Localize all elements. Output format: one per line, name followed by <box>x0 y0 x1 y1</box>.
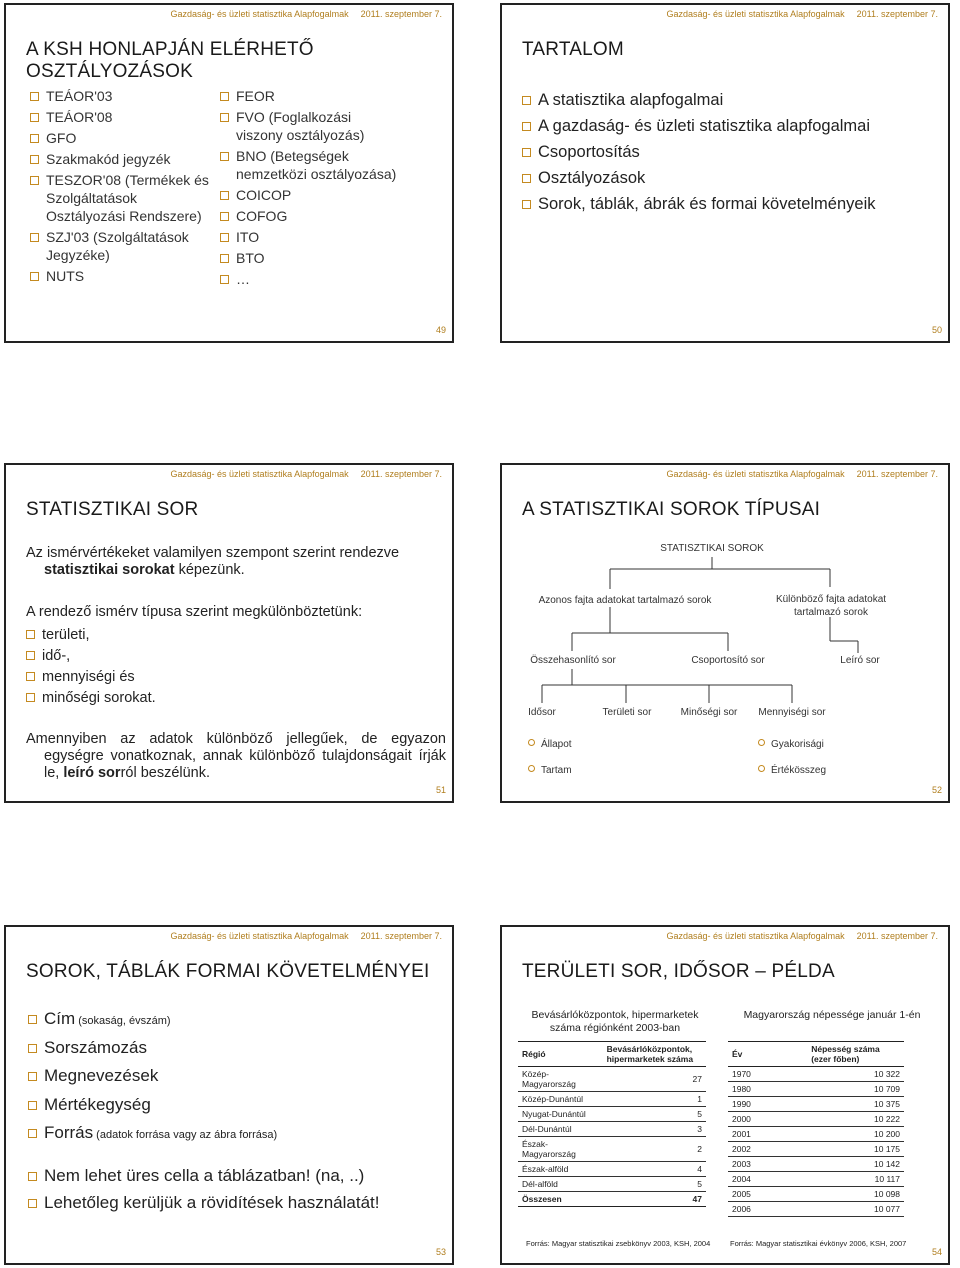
column-header: Régió <box>518 1042 603 1067</box>
slide-title: TARTALOM <box>522 39 624 60</box>
table-cell: 10 175 <box>807 1142 904 1157</box>
table-cell: 10 142 <box>807 1157 904 1172</box>
square-bullet-icon <box>28 1101 37 1110</box>
tree-node-territorial: Területi sor <box>602 707 652 718</box>
square-bullet-icon <box>220 191 229 200</box>
tree-node-qualitative: Minőségi sor <box>680 707 738 718</box>
slide-header: Gazdaság- és üzleti statisztika Alapfogalmak 2011. szeptember 7. <box>170 9 442 19</box>
square-bullet-icon <box>220 152 229 161</box>
table-cell: 10 077 <box>807 1202 904 1217</box>
slide-title: A STATISZTIKAI SOROK TÍPUSAI <box>522 499 821 520</box>
list-item-label: TEÁOR'08 <box>46 109 113 125</box>
slide-51 <box>4 463 454 803</box>
tree-branch-different: Különböző fajta adatokat tartalmazó sorok <box>775 594 887 618</box>
table-cell: 10 222 <box>807 1112 904 1127</box>
list-item-label: Megnevezések <box>44 1066 159 1085</box>
slide-title: TERÜLETI SOR, IDŐSOR – PÉLDA <box>522 961 835 982</box>
slide-53 <box>4 925 454 1265</box>
square-bullet-icon <box>522 200 531 209</box>
table-row <box>728 1127 904 1142</box>
square-bullet-icon <box>26 693 35 702</box>
tree-connectors <box>502 465 950 803</box>
list-item-label: GFO <box>46 130 77 146</box>
list-item <box>220 270 400 288</box>
table-row <box>518 1177 706 1192</box>
slide-header: Gazdaság- és üzleti statisztika Alapfogalmak 2011. szeptember 7. <box>666 931 938 941</box>
table-cell: 10 322 <box>807 1067 904 1082</box>
leaf-frequency: Gyakorisági <box>758 739 824 750</box>
list-item-label: Mértékegység <box>44 1094 151 1114</box>
table-cell: 5 <box>603 1107 706 1122</box>
page-number: 51 <box>435 785 446 795</box>
definition-paragraph: Az ismérvértékeket valamilyen szempont szerint rendezve statisztikai sorokat képezünk. <box>26 545 400 578</box>
list-item-label: BTO <box>236 250 265 266</box>
tree-node-grouping: Csoportosító sor <box>691 655 765 666</box>
table-row <box>728 1082 904 1097</box>
table2-source: Forrás: Magyar statisztikai évkönyv 2006, KSH, 2007 <box>730 1239 907 1248</box>
list-item-label: FVO (Foglalkozási viszony osztályozás) <box>236 109 365 143</box>
list-item <box>26 688 156 709</box>
circle-bullet-icon <box>758 765 765 772</box>
table-header-row <box>728 1042 904 1067</box>
tree-root: STATISZTIKAI SOROK <box>660 543 764 554</box>
list-item-label: területi, <box>42 627 90 643</box>
slide-title: A KSH HONLAPJÁN ELÉRHETŐ OSZTÁLYOZÁSOK <box>26 39 314 82</box>
list-item <box>30 267 215 285</box>
list-item-label: Szakmakód jegyzék <box>46 151 171 167</box>
table-cell: Dél-Dunántúl <box>518 1122 603 1137</box>
rules-list <box>28 1163 379 1216</box>
list-item-label: SZJ'03 (Szolgáltatások Jegyzéke) <box>46 229 189 263</box>
table-row <box>728 1187 904 1202</box>
square-bullet-icon <box>522 148 531 157</box>
square-bullet-icon <box>522 96 531 105</box>
table-row <box>518 1162 706 1177</box>
table-cell: Észak-alföld <box>518 1162 603 1177</box>
list-item <box>522 87 876 113</box>
table-row <box>728 1202 904 1217</box>
list-item-label: Sorok, táblák, ábrák és formai követelményeik <box>538 195 876 213</box>
square-bullet-icon <box>30 272 39 281</box>
list-item <box>28 1035 277 1064</box>
table-cell: 2000 <box>728 1112 807 1127</box>
slide-50 <box>500 3 950 343</box>
list-item <box>26 646 156 667</box>
list-item <box>522 139 876 165</box>
tree-branch-same: Azonos fajta adatokat tartalmazó sorok <box>538 595 712 606</box>
table1-caption: Bevásárlóközpontok, hipermarketek száma régiónként 2003-ban <box>531 1009 699 1034</box>
list-item <box>30 129 215 147</box>
list-item-label: A gazdaság- és üzleti statisztika alapfogalmai <box>538 117 871 135</box>
table-cell: 1980 <box>728 1082 807 1097</box>
table-row <box>518 1107 706 1122</box>
square-bullet-icon <box>220 113 229 122</box>
square-bullet-icon <box>30 113 39 122</box>
table-cell: Közép-Dunántúl <box>518 1092 603 1107</box>
table-cell: 10 375 <box>807 1097 904 1112</box>
table-cell: Dél-alföld <box>518 1177 603 1192</box>
list-item <box>30 108 215 126</box>
list-item-label: BNO (Betegségek nemzetközi osztályozása) <box>236 148 397 182</box>
types-intro: A rendező ismérv típusa szerint megkülönböztetünk: <box>26 604 363 620</box>
list-item <box>26 667 156 688</box>
square-bullet-icon <box>28 1199 37 1208</box>
list-item-label: TESZOR'08 (Termékek és Szolgáltatások Osztályozási Rendszere) <box>46 172 209 224</box>
square-bullet-icon <box>28 1015 37 1024</box>
table-row <box>728 1112 904 1127</box>
slide-title: STATISZTIKAI SOR <box>26 499 199 520</box>
table-cell: 10 200 <box>807 1127 904 1142</box>
square-bullet-icon <box>220 254 229 263</box>
list-item-label: ITO <box>236 229 260 245</box>
slide-header: Gazdaság- és üzleti statisztika Alapfogalmak 2011. szeptember 7. <box>170 931 442 941</box>
table-cell: 4 <box>603 1162 706 1177</box>
table-cell: 2 <box>603 1137 706 1162</box>
list-item <box>220 108 400 144</box>
list-item <box>30 228 215 264</box>
slide-title: SOROK, TÁBLÁK FORMAI KÖVETELMÉNYEI <box>26 961 430 982</box>
table-cell: Nyugat-Dunántúl <box>518 1107 603 1122</box>
list-item <box>28 1006 277 1035</box>
square-bullet-icon <box>26 672 35 681</box>
page-number: 49 <box>435 325 446 335</box>
list-item <box>28 1120 277 1149</box>
table-cell: 1990 <box>728 1097 807 1112</box>
square-bullet-icon <box>30 176 39 185</box>
table-header-row <box>518 1042 706 1067</box>
table-cell: 1 <box>603 1092 706 1107</box>
list-item-label: minőségi sorokat. <box>42 690 156 706</box>
table-cell: 27 <box>603 1067 706 1092</box>
list-item <box>28 1063 277 1092</box>
list-item <box>220 249 400 267</box>
list-item <box>220 228 400 246</box>
classification-list-left <box>30 87 215 288</box>
square-bullet-icon <box>26 630 35 639</box>
list-item-label: Nem lehet üres cella a táblázatban! (na, ..) <box>44 1166 365 1185</box>
requirements-list <box>28 1006 277 1149</box>
table-row <box>518 1122 706 1137</box>
table-cell: Összesen <box>518 1192 603 1207</box>
square-bullet-icon <box>28 1129 37 1138</box>
list-item <box>26 625 156 646</box>
tree-node-descriptive: Leíró sor <box>840 655 880 666</box>
list-item <box>220 147 400 183</box>
table-cell: 2001 <box>728 1127 807 1142</box>
table-cell: Közép-Magyarország <box>518 1067 603 1092</box>
list-item-label: mennyiségi és <box>42 669 135 685</box>
table-cell: 47 <box>603 1192 706 1207</box>
column-header: Bevásárlóközpontok, hipermarketek száma <box>603 1042 706 1067</box>
square-bullet-icon <box>30 134 39 143</box>
list-item <box>522 113 876 139</box>
square-bullet-icon <box>522 174 531 183</box>
list-item <box>220 207 400 225</box>
slide-52 <box>500 463 950 803</box>
table-row <box>518 1067 706 1092</box>
slide-49 <box>4 3 454 343</box>
list-item <box>220 186 400 204</box>
list-item-label: Lehetőleg kerüljük a rövidítések használatát! <box>44 1192 380 1212</box>
list-item-label: COICOP <box>236 187 292 203</box>
list-item <box>30 87 215 105</box>
table-row <box>518 1137 706 1162</box>
table-row <box>728 1172 904 1187</box>
list-item <box>28 1190 379 1217</box>
descriptive-paragraph: Amennyiben az adatok különböző jellegűek, de egyazon egységre vonatkoznak, annak különböző tulajdonságait írják le, leíró sorról beszélünk. <box>26 731 446 781</box>
table1-source: Forrás: Magyar statisztikai zsebkönyv 2003, KSH, 2004 <box>526 1239 711 1248</box>
list-item-label: Osztályozások <box>538 169 646 187</box>
leaf-state: Állapot <box>528 739 572 750</box>
circle-bullet-icon <box>758 739 765 746</box>
table-cell: 2003 <box>728 1157 807 1172</box>
list-item-label: A statisztika alapfogalmai <box>538 91 724 109</box>
list-item <box>522 165 876 191</box>
list-item-label: Cím (sokaság, évszám) <box>44 1009 171 1028</box>
page-number: 52 <box>931 785 942 795</box>
column-header: Népesség száma (ezer főben) <box>807 1042 904 1067</box>
population-table <box>728 1041 904 1217</box>
square-bullet-icon <box>28 1072 37 1081</box>
table-row <box>728 1142 904 1157</box>
table-cell: 5 <box>603 1177 706 1192</box>
types-list <box>26 625 156 709</box>
list-item <box>28 1163 379 1190</box>
square-bullet-icon <box>220 275 229 284</box>
regional-table <box>518 1041 706 1207</box>
leaf-value-sum: Értékösszeg <box>758 765 826 776</box>
table-row <box>518 1092 706 1107</box>
list-item <box>28 1092 277 1121</box>
square-bullet-icon <box>28 1044 37 1053</box>
slide-header: Gazdaság- és üzleti statisztika Alapfogalmak 2011. szeptember 7. <box>666 469 938 479</box>
list-item-label: idő-, <box>42 648 71 664</box>
tree-node-quantitative: Mennyiségi sor <box>758 707 826 718</box>
slide-header: Gazdaság- és üzleti statisztika Alapfogalmak 2011. szeptember 7. <box>666 9 938 19</box>
list-item-label: … <box>236 271 250 287</box>
list-item <box>220 87 400 105</box>
table-cell: 10 098 <box>807 1187 904 1202</box>
table-row <box>728 1097 904 1112</box>
contents-list <box>522 87 876 217</box>
table-cell: Észak-Magyarország <box>518 1137 603 1162</box>
table-cell: 10 709 <box>807 1082 904 1097</box>
table-cell: 10 117 <box>807 1172 904 1187</box>
tree-node-time: Idősor <box>528 707 556 718</box>
square-bullet-icon <box>522 122 531 131</box>
list-item-label: Sorszámozás <box>44 1037 147 1057</box>
list-item-label: Csoportosítás <box>538 143 640 161</box>
square-bullet-icon <box>220 92 229 101</box>
table-row <box>728 1157 904 1172</box>
list-item-label: TEÁOR'03 <box>46 88 113 104</box>
list-item-label: Forrás (adatok forrása vagy az ábra forrása) <box>44 1123 278 1142</box>
circle-bullet-icon <box>528 739 535 746</box>
table-cell: 2005 <box>728 1187 807 1202</box>
square-bullet-icon <box>26 651 35 660</box>
table-cell: 2004 <box>728 1172 807 1187</box>
table-row <box>728 1067 904 1082</box>
slide-header: Gazdaság- és üzleti statisztika Alapfogalmak 2011. szeptember 7. <box>170 469 442 479</box>
leaf-duration: Tartam <box>528 765 572 776</box>
list-item-label: NUTS <box>46 268 85 284</box>
tree-node-comparative: Összehasonlító sor <box>530 655 616 666</box>
table-cell: 2002 <box>728 1142 807 1157</box>
square-bullet-icon <box>30 155 39 164</box>
slide-54 <box>500 925 950 1265</box>
page-number: 53 <box>435 1247 446 1257</box>
circle-bullet-icon <box>528 765 535 772</box>
table-total-row <box>518 1192 706 1207</box>
list-item-label: COFOG <box>236 208 288 224</box>
square-bullet-icon <box>220 212 229 221</box>
square-bullet-icon <box>28 1172 37 1181</box>
page-number: 54 <box>931 1247 942 1257</box>
list-item <box>30 150 215 168</box>
list-item <box>522 191 876 217</box>
list-item-label: FEOR <box>236 88 275 104</box>
table-cell: 3 <box>603 1122 706 1137</box>
list-item <box>30 171 215 225</box>
square-bullet-icon <box>220 233 229 242</box>
square-bullet-icon <box>30 233 39 242</box>
page-number: 50 <box>931 325 942 335</box>
column-header: Év <box>728 1042 807 1067</box>
table-cell: 1970 <box>728 1067 807 1082</box>
square-bullet-icon <box>30 92 39 101</box>
classification-list-right <box>220 87 400 291</box>
table2-caption: Magyarország népessége január 1-én <box>743 1009 921 1021</box>
table-cell: 2006 <box>728 1202 807 1217</box>
